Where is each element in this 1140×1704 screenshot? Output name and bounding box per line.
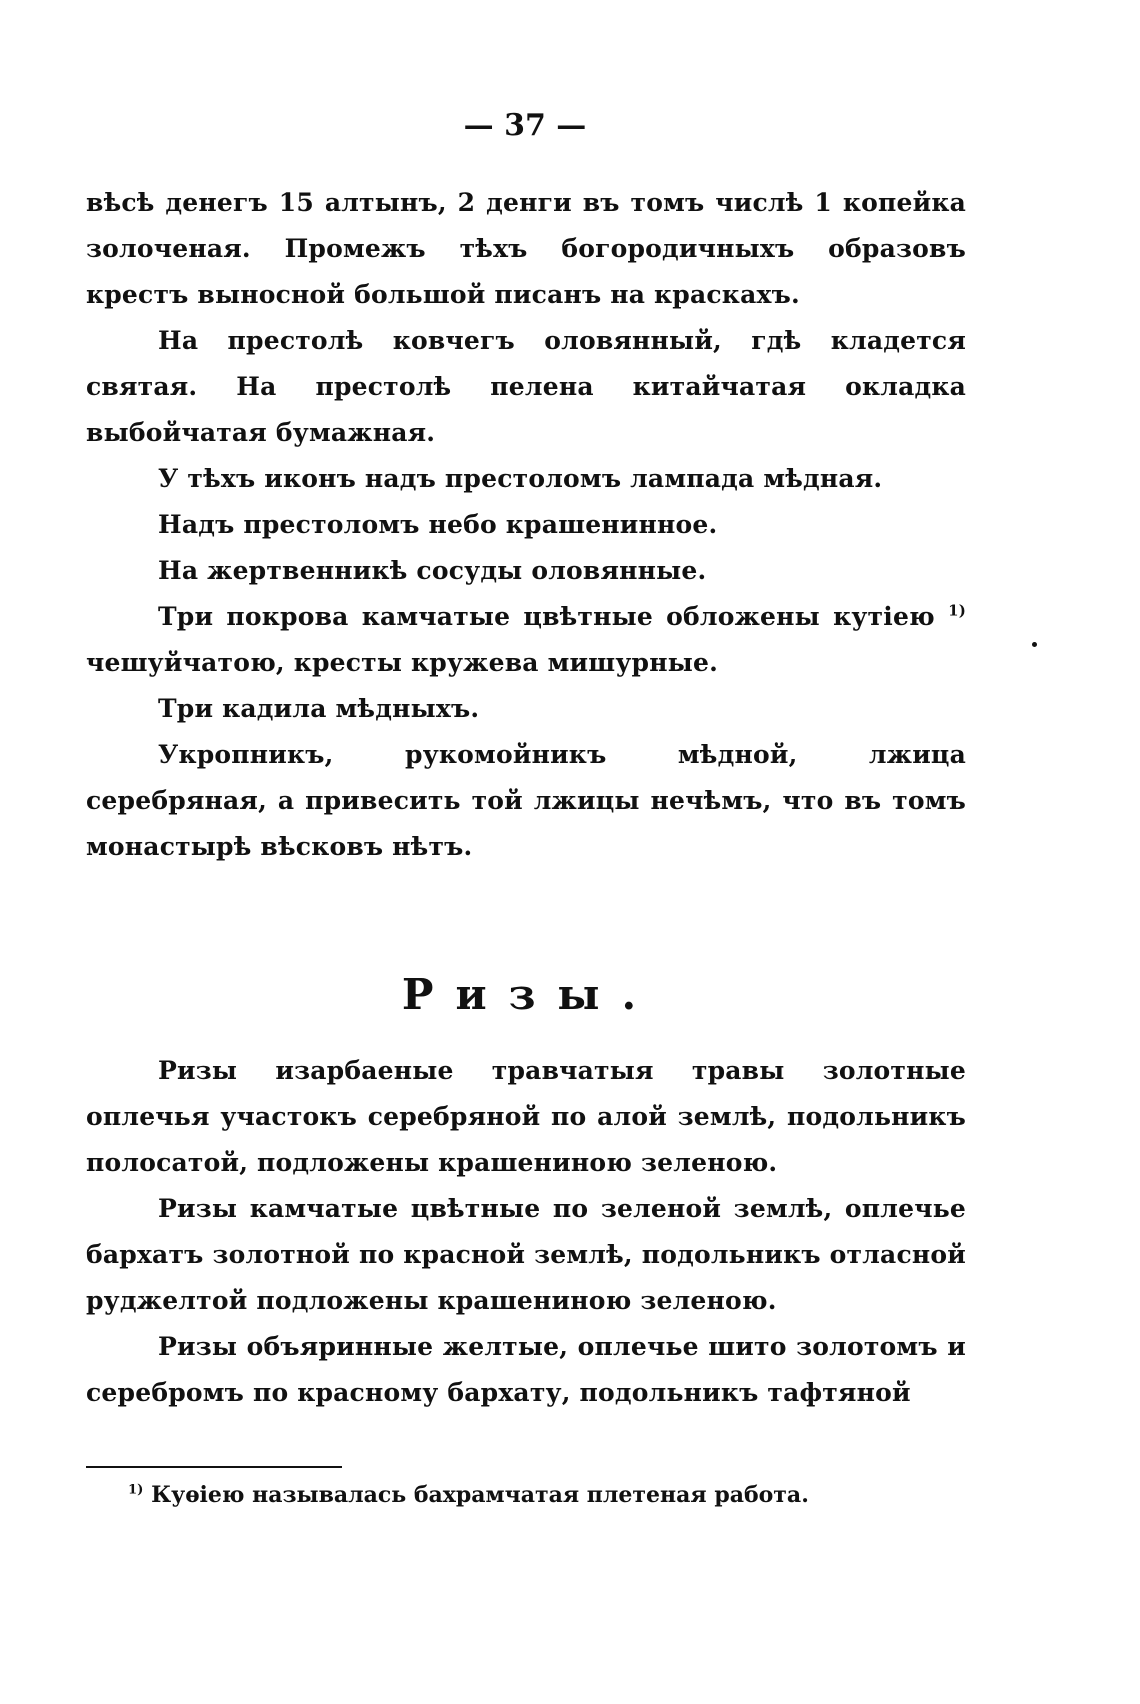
paragraph-with-footnote: [86, 594, 966, 686]
paragraph-text-tail: чешуйчатою, кресты кружева мишурные.: [86, 648, 718, 677]
paragraph: Ризы объяринные желтые, оплечье шито золотомъ и серебромъ по красному бархату, подольникъ тафтяной: [86, 1332, 966, 1407]
paragraph: Ризы камчатые цвѣтные по зеленой землѣ, оплечье бархатъ золотной по красной землѣ, подольникъ отласной руджелтой подложены крашениною зеленою.: [86, 1194, 966, 1315]
section-text-block: [86, 1048, 966, 1416]
page-number: — 37 —: [463, 108, 587, 143]
footnote: [128, 1478, 948, 1512]
footnote-ref: 1): [948, 601, 967, 620]
paragraph: Три кадила мѣдныхъ.: [158, 694, 480, 723]
paragraph: Надъ престоломъ небо крашенинное.: [158, 510, 718, 539]
paragraph: На жертвенникѣ сосуды оловянные.: [158, 556, 707, 585]
paragraph: У тѣхъ иконъ надъ престоломъ лампада мѣдная.: [158, 464, 883, 493]
footnote-text: Куѳіею называлась бахрамчатая плетеная работа.: [151, 1482, 809, 1508]
paragraph-text: Три покрова камчатые цвѣтные обложены кутіею: [158, 602, 935, 631]
paragraph: Укропникъ, рукомойникъ мѣдной, лжица серебряная, а привесить той лжицы нечѣмъ, что въ томъ монастырѣ вѣсковъ нѣтъ.: [86, 740, 966, 861]
main-text-block: [86, 180, 966, 870]
footnote-divider: [86, 1466, 342, 1468]
footnote-marker: 1): [128, 1482, 144, 1498]
paragraph: вѣсѣ денегъ 15 алтынъ, 2 денги въ томъ числѣ 1 копейка золоченая. Промежъ тѣхъ богородичныхъ образовъ крестъ выносной большой писанъ на краскахъ.: [86, 188, 966, 309]
paragraph: На престолѣ ковчегъ оловянный, гдѣ кладется святая. На престолѣ пелена китайчатая окладка выбойчатая бумажная.: [86, 326, 966, 447]
paragraph: Ризы изарбаеные травчатыя травы золотные оплечья участокъ серебряной по алой землѣ, подольникъ полосатой, подложены крашениною зеленою.: [86, 1056, 966, 1177]
print-speck: [1032, 642, 1037, 647]
section-heading: Ризы.: [401, 970, 659, 1019]
